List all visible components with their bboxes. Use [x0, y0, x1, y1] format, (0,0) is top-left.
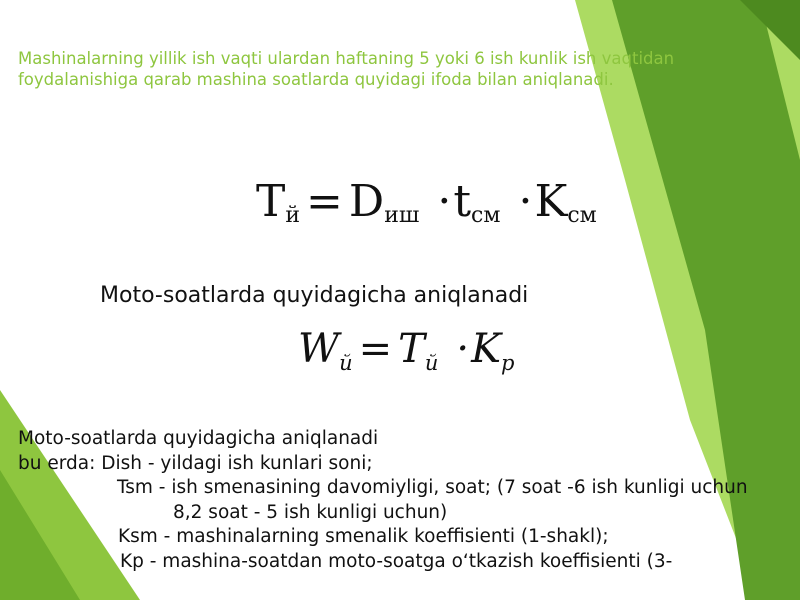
formula1-dot2: · — [518, 176, 533, 227]
formula2-dot: · — [456, 326, 470, 372]
notes-block — [18, 427, 778, 574]
notes-line: Moto-soatlarda quyidagicha aniqlanadi — [18, 428, 379, 449]
formula1-lhs-sub: й — [285, 203, 301, 228]
formula2-lhs: W — [298, 326, 340, 372]
notes-line: bu erda: Dish - yildagi ish kunlari soni; — [18, 452, 373, 474]
formula1-equals: = — [306, 176, 343, 227]
formula1-dot1: · — [437, 176, 452, 227]
formula2-term1: T — [398, 326, 425, 372]
notes-line: Ksm - mashinalarning smenalik koeffisienti (1-shakl); — [118, 526, 609, 547]
formula1-lhs: T — [256, 176, 286, 227]
notes-line: Tsm - ish smenasining davomiyligi, soat; (7 soat -6 ish kunligi uchun — [117, 477, 748, 498]
subheading: Moto-soatlarda quyidagicha aniqlanadi — [100, 283, 529, 308]
intro-paragraph: Mashinalarning yillik ish vaqti ulardan haftaning 5 yoki 6 ish kunlik ish vaqtidan foydalanishiga qarab mashina soatlarda quyidagi ifoda bilan aniqlanadi. — [18, 49, 675, 89]
formula2-term2-sub: p — [501, 351, 515, 375]
notes-line: Kp - mashina-soatdan moto-soatga o‘tkazish koeffisienti (3- — [120, 550, 673, 572]
formula1-term3: K — [534, 176, 568, 227]
formula2-term1-sub: й — [424, 351, 439, 375]
notes-line: 8,2 soat - 5 ish kunligi uchun) — [173, 501, 448, 523]
formula1-term2-sub: см — [471, 203, 501, 228]
formula1-term1-sub: иш — [384, 203, 420, 228]
formula1-term2: t — [453, 176, 471, 227]
formula1-term1: D — [348, 176, 385, 227]
formula2-lhs-sub: й — [339, 351, 353, 375]
formula2-equals: = — [358, 326, 393, 372]
formula-moto-hours — [298, 324, 514, 388]
formula2-term2: K — [471, 326, 501, 372]
formula-annual-hours — [256, 174, 597, 244]
formula1-term3-sub: см — [567, 203, 597, 228]
